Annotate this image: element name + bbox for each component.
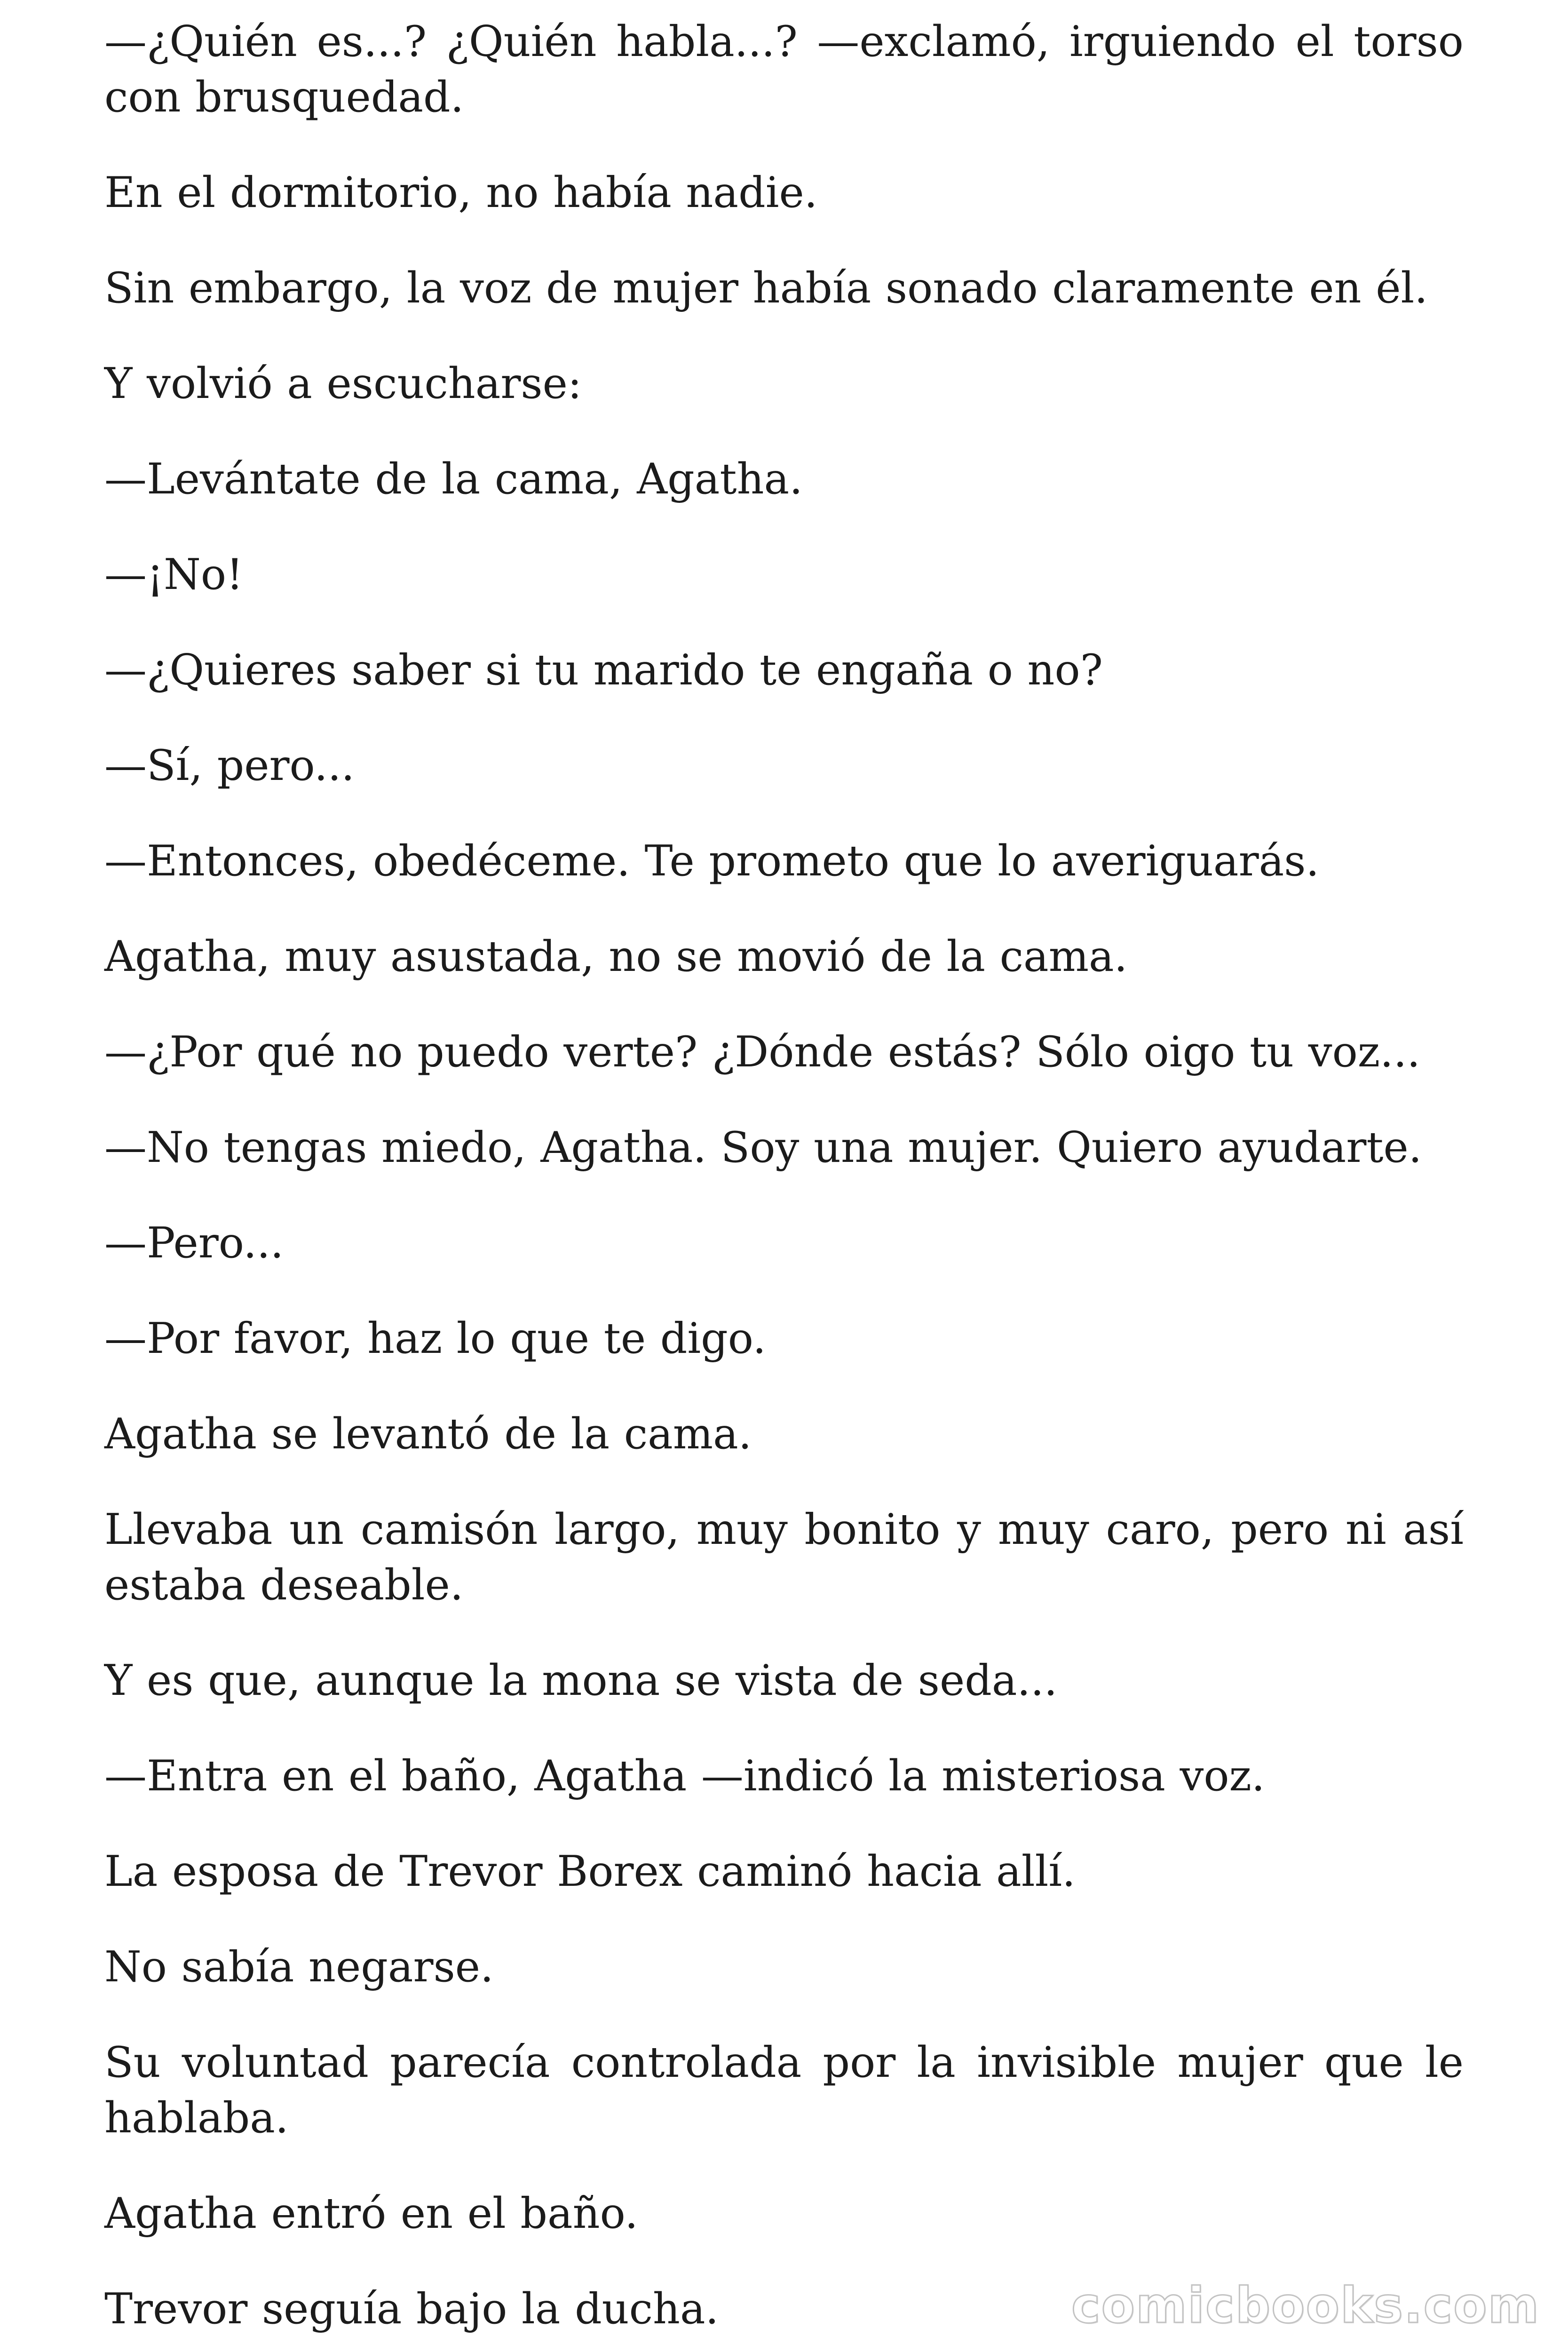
watermark: comicbooks.com bbox=[1071, 2277, 1540, 2334]
paragraph: En el dormitorio, no había nadie. bbox=[104, 168, 818, 217]
page-body bbox=[104, 14, 1464, 2352]
paragraph: —Pero... bbox=[104, 1218, 284, 1268]
paragraph: Agatha, muy asustada, no se movió de la cama. bbox=[104, 932, 1128, 981]
paragraph: —¿Por qué no puedo verte? ¿Dónde estás? Sólo oigo tu voz... bbox=[104, 1027, 1421, 1077]
paragraph: Llevaba un camisón largo, muy bonito y muy caro, pero ni así estaba deseable. bbox=[104, 1505, 1464, 1610]
paragraph: —Levántate de la cama, Agatha. bbox=[104, 454, 803, 504]
paragraph: —Por favor, haz lo que te digo. bbox=[104, 1314, 766, 1363]
paragraph: No sabía negarse. bbox=[104, 1942, 494, 1992]
paragraph: —¿Quieres saber si tu marido te engaña o no? bbox=[104, 645, 1103, 695]
paragraph: Trevor seguía bajo la ducha. bbox=[104, 2284, 719, 2334]
paragraph: —¿Quién es...? ¿Quién habla...? —exclamó, irguiendo el torso con brusquedad. bbox=[104, 17, 1464, 122]
paragraph: Sin embargo, la voz de mujer había sonado claramente en él. bbox=[104, 263, 1428, 313]
paragraph: La esposa de Trevor Borex caminó hacia allí. bbox=[104, 1847, 1076, 1896]
paragraph: Agatha se levantó de la cama. bbox=[104, 1409, 752, 1459]
paragraph: —Entra en el baño, Agatha —indicó la misteriosa voz. bbox=[104, 1751, 1265, 1801]
paragraph: Agatha entró en el baño. bbox=[104, 2189, 638, 2238]
paragraph: Su voluntad parecía controlada por la invisible mujer que le hablaba. bbox=[104, 2038, 1464, 2143]
paragraph: —Entonces, obedéceme. Te prometo que lo averiguarás. bbox=[104, 836, 1320, 886]
paragraph: Y volvió a escucharse: bbox=[104, 359, 582, 408]
paragraph: Y es que, aunque la mona se vista de seda... bbox=[104, 1656, 1058, 1705]
paragraph: —Sí, pero... bbox=[104, 741, 355, 790]
paragraph: —¡No! bbox=[104, 550, 244, 599]
paragraph: —No tengas miedo, Agatha. Soy una mujer. Quiero ayudarte. bbox=[104, 1123, 1422, 1172]
